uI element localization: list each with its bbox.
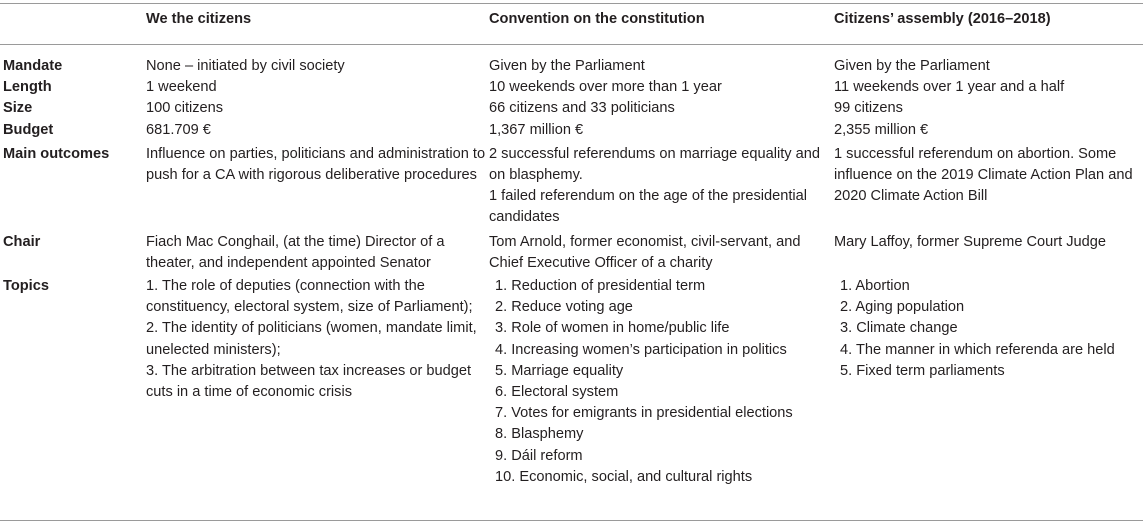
- cell: Given by the Parliament: [834, 58, 990, 74]
- header-we-the-citizens: We the citizens: [146, 11, 252, 27]
- cell: 1 weekend: [146, 79, 217, 96]
- topic-item: 1. Reduction of presidential term: [495, 278, 706, 295]
- cell: Given by the Parliament: [489, 58, 645, 74]
- topic-item: 3. Role of women in home/public life: [495, 320, 730, 337]
- topic-item: 1. The role of deputies (connection with the constituency, electoral system, size of Parliament);: [146, 278, 473, 316]
- cell: Influence on parties, politicians and administration to push for a CA with rigorous deliberative procedures: [146, 145, 486, 184]
- cell: None – initiated by civil society: [146, 58, 345, 74]
- cell: 99 citizens: [834, 100, 903, 117]
- topic-item: 6. Electoral system: [495, 384, 619, 401]
- topic-list: [489, 276, 834, 488]
- cell: 10 weekends over more than 1 year: [489, 79, 722, 96]
- outcome-line: 2 successful referendums on marriage equality and on blasphemy.: [489, 145, 820, 184]
- row-length: [0, 77, 1143, 98]
- row-topics: [0, 274, 1143, 488]
- row-label: Budget: [3, 121, 54, 138]
- topic-item: 2. Aging population: [840, 299, 965, 316]
- row-budget: [0, 120, 1143, 141]
- cell: Tom Arnold, former economist, civil-servant, and Chief Executive Officer of a charity: [489, 233, 801, 271]
- row-label: Mandate: [3, 58, 63, 74]
- header-empty: [0, 0, 146, 44]
- row-label: Topics: [3, 278, 49, 295]
- topic-item: 8. Blasphemy: [495, 426, 584, 443]
- cell: 100 citizens: [146, 100, 224, 117]
- cell: Fiach Mac Conghail, (at the time) Director of a theater, and independent appointed Senator: [146, 233, 445, 271]
- topic-item: 7. Votes for emigrants in presidential elections: [495, 405, 793, 422]
- cell: [489, 274, 834, 488]
- topic-item: 4. The manner in which referenda are held: [840, 341, 1115, 358]
- cell: 681.709 €: [146, 121, 211, 138]
- cell: 1 successful referendum on abortion. Some influence on the 2019 Climate Action Plan and 2020 Climate Action Bill: [834, 145, 1133, 205]
- cell: 11 weekends over 1 year and a half: [834, 79, 1065, 96]
- outcome-line: 1 failed referendum on the age of the presidential candidates: [489, 188, 808, 226]
- header-row: [0, 0, 1143, 44]
- row-size: [0, 98, 1143, 119]
- row-main-outcomes: [0, 141, 1143, 229]
- header-convention: Convention on the constitution: [489, 11, 705, 27]
- topic-item: 4. Increasing women’s participation in politics: [495, 341, 787, 358]
- row-label: Length: [3, 79, 52, 96]
- cell: [146, 274, 489, 488]
- cell: 2,355 million €: [834, 121, 929, 138]
- topic-item: 1. Abortion: [840, 278, 910, 295]
- cell: 1,367 million €: [489, 121, 584, 138]
- row-label: Size: [3, 100, 33, 117]
- topic-item: 2. The identity of politicians (women, mandate limit, unelected ministers);: [146, 320, 477, 358]
- row-label: Chair: [3, 233, 41, 250]
- topic-item: 9. Dáil reform: [495, 447, 583, 464]
- cell: [834, 274, 1143, 488]
- topic-item: 5. Fixed term parliaments: [840, 362, 1005, 379]
- row-chair: [0, 229, 1143, 274]
- cell: 66 citizens and 33 politicians: [489, 100, 675, 117]
- header-citizens-assembly: Citizens’ assembly (2016–2018): [834, 11, 1051, 27]
- topic-item: 3. The arbitration between tax increases or budget cuts in a time of economic crisis: [146, 362, 472, 401]
- row-label: Main outcomes: [3, 145, 110, 162]
- topic-item: 2. Reduce voting age: [495, 299, 633, 316]
- topic-list: [834, 276, 1143, 382]
- bottom-rule: [0, 520, 1143, 521]
- topic-item: 5. Marriage equality: [495, 362, 624, 379]
- cell: [489, 141, 834, 229]
- topic-item: 10. Economic, social, and cultural rights: [495, 468, 753, 485]
- topic-item: 3. Climate change: [840, 320, 958, 337]
- cell: Mary Laffoy, former Supreme Court Judge: [834, 233, 1106, 250]
- row-mandate: [0, 44, 1143, 77]
